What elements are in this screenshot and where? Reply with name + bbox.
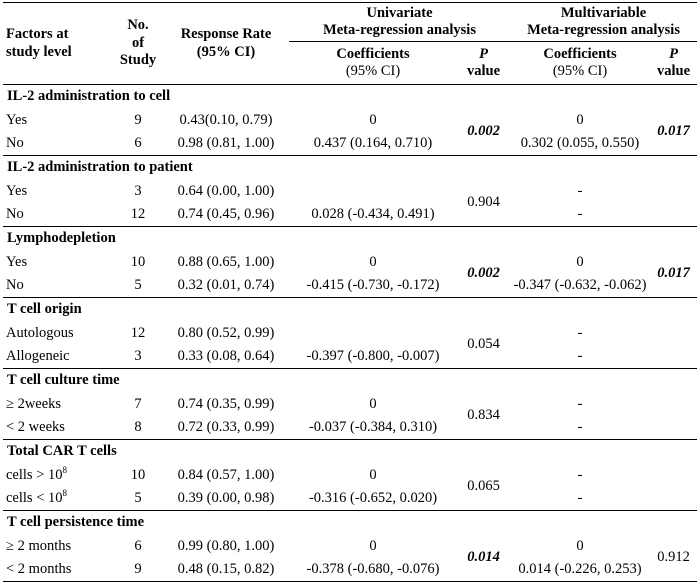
group-title: T cell persistence time (3, 511, 697, 536)
group-title: IL-2 administration to cell (3, 85, 697, 110)
cell-uni-coef: 0.437 (0.164, 0.710) (313, 134, 433, 151)
level-text: No (6, 205, 24, 222)
cell-uni-p: 0.002 (467, 265, 500, 282)
cell-n-studies: 6 (134, 537, 142, 554)
cell-uni-coef: 0 (369, 111, 377, 128)
header-response-rate (163, 3, 289, 85)
cell-n-studies: 12 (130, 324, 146, 341)
cell-uni-coef: 0 (369, 537, 377, 554)
cell-multi-coef: - (577, 395, 583, 412)
cell-n-studies: 12 (130, 205, 146, 222)
group-header-row (3, 511, 697, 536)
header-multi-coef-line-1: Coefficients (543, 45, 617, 62)
table-row (3, 416, 697, 440)
cell-uni-p: 0.904 (467, 194, 500, 211)
cell-uni-coef: -0.037 (-0.384, 0.310) (308, 418, 438, 435)
cell-n-studies: 9 (134, 111, 142, 128)
cell-multi-coef: - (577, 466, 583, 483)
cell-multi-coef: - (577, 324, 583, 341)
cell-multi-p (650, 322, 697, 369)
level-superscript: 8 (62, 487, 67, 498)
cell-response-rate: 0.80 (0.52, 0.99) (177, 324, 275, 341)
cell-n-studies: 5 (134, 276, 142, 293)
header-multi-p (650, 42, 697, 85)
level-superscript: 8 (62, 464, 67, 475)
cell-response-rate: 0.64 (0.00, 1.00) (177, 182, 275, 199)
header-no-line-2: of (131, 34, 145, 51)
header-uni-coef-line-1: Coefficients (336, 45, 410, 62)
level-text: Autologous (6, 324, 74, 341)
cell-n-studies: 5 (134, 489, 142, 506)
cell-n-studies: 8 (134, 418, 142, 435)
table-row (3, 535, 697, 558)
cell-level (3, 109, 113, 132)
header-multivariable (510, 3, 697, 42)
cell-level (3, 416, 113, 440)
header-uni-line-1: Univariate (366, 4, 433, 21)
cell-level (3, 132, 113, 156)
group-header-row (3, 298, 697, 323)
group-header-row (3, 156, 697, 181)
cell-response-rate: 0.72 (0.33, 0.99) (177, 418, 275, 435)
cell-uni-coef: -0.397 (-0.800, -0.007) (306, 347, 440, 364)
cell-level (3, 251, 113, 274)
cell-uni-coef: 0.028 (-0.434, 0.491) (311, 205, 435, 222)
cell-uni-coef (289, 180, 457, 203)
cell-multi-coef: 0 (576, 537, 584, 554)
cell-response-rate: 0.74 (0.45, 0.96) (177, 205, 275, 222)
group-title: Lymphodepletion (3, 227, 697, 252)
cell-uni-coef: -0.378 (-0.680, -0.076) (289, 558, 457, 582)
table-row (3, 464, 697, 487)
header-factors: Factors at study level (3, 3, 113, 85)
group-header-row (3, 369, 697, 394)
cell-response-rate: 0.43(0.10, 0.79) (179, 111, 273, 128)
table-row (3, 393, 697, 416)
header-multi-coef (510, 42, 650, 85)
header-univariate (289, 3, 510, 42)
cell-uni-p: 0.014 (457, 535, 510, 582)
cell-response-rate: 0.98 (0.81, 1.00) (177, 134, 275, 151)
cell-uni-p: 0.065 (467, 478, 500, 495)
level-text: < 2 months (6, 560, 72, 577)
header-uni-coef-line-2: (95% CI) (345, 63, 401, 79)
level-text: ≥ 2weeks (6, 395, 62, 412)
cell-response-rate: 0.74 (0.35, 0.99) (177, 395, 275, 412)
header-uni-line-2: Meta-regression analysis (323, 22, 476, 38)
level-text: No (6, 134, 24, 151)
cell-uni-p: 0.054 (467, 336, 500, 353)
cell-n-studies: 10 (130, 253, 146, 270)
header-no-of-study (113, 3, 163, 85)
cell-response-rate: 0.99 (0.80, 1.00) (177, 537, 275, 554)
table-row (3, 180, 697, 203)
cell-level (3, 274, 113, 298)
cell-response-rate: 0.48 (0.15, 0.82) (163, 558, 289, 582)
cell-multi-coef: - (577, 489, 583, 506)
table-row (3, 274, 697, 298)
table-row (3, 251, 697, 274)
cell-n-studies: 3 (134, 347, 142, 364)
table-row (3, 203, 697, 227)
cell-level (3, 393, 113, 416)
cell-multi-coef: 0 (576, 253, 584, 270)
level-text: ≥ 2 months (6, 537, 72, 554)
cell-multi-coef: - (577, 347, 583, 364)
cell-response-rate: 0.88 (0.65, 1.00) (177, 253, 275, 270)
header-multi-coef-line-2: (95% CI) (552, 63, 608, 79)
cell-n-studies: 6 (134, 134, 142, 151)
cell-multi-p: 0.017 (657, 265, 690, 282)
cell-level (3, 203, 113, 227)
cell-n-studies: 10 (130, 466, 146, 483)
cell-multi-p (650, 393, 697, 440)
header-uni-p-line-1: P (479, 45, 488, 62)
group-header-row (3, 85, 697, 110)
level-text: Allogeneic (6, 347, 70, 364)
cell-multi-coef: - (577, 182, 583, 199)
group-title: T cell culture time (3, 369, 697, 394)
level-text: cells < 10 (6, 489, 63, 506)
header-rr-line-2: (95% CI) (196, 43, 256, 60)
cell-uni-coef: 0 (369, 395, 377, 412)
header-row-1 (3, 3, 697, 42)
cell-uni-coef (289, 322, 457, 345)
cell-response-rate: 0.84 (0.57, 1.00) (177, 466, 275, 483)
cell-multi-coef: -0.347 (-0.632, -0.062) (513, 276, 647, 293)
level-text: Yes (6, 111, 28, 128)
cell-uni-p: 0.834 (467, 407, 500, 424)
table-row (3, 132, 697, 156)
header-no-line-3: Study (119, 52, 157, 69)
cell-uni-coef: -0.316 (-0.652, 0.020) (308, 489, 438, 506)
cell-multi-p: 0.912 (650, 535, 697, 582)
cell-uni-coef: -0.415 (-0.730, -0.172) (306, 276, 440, 293)
header-uni-p-line-2: value (466, 63, 501, 79)
header-multi-p-line-1: P (669, 45, 678, 62)
cell-n-studies: 7 (134, 395, 142, 412)
level-text: No (6, 276, 24, 293)
cell-level (3, 345, 113, 369)
cell-multi-coef: - (577, 418, 583, 435)
group-title: T cell origin (3, 298, 697, 323)
cell-level (3, 487, 113, 511)
group-header-row (3, 227, 697, 252)
cell-level (3, 322, 113, 345)
header-rr-line-1: Response Rate (180, 26, 272, 43)
cell-level (3, 535, 113, 558)
cell-level (3, 180, 113, 203)
group-title: IL-2 administration to patient (3, 156, 697, 181)
cell-multi-coef: 0.302 (0.055, 0.550) (520, 134, 640, 151)
cell-response-rate: 0.33 (0.08, 0.64) (177, 347, 275, 364)
header-uni-p (457, 42, 510, 85)
cell-uni-coef: 0 (369, 466, 377, 483)
header-uni-coef (289, 42, 457, 85)
level-text: Yes (6, 253, 28, 270)
cell-n-studies: 9 (113, 558, 163, 582)
cell-uni-p: 0.002 (467, 123, 500, 140)
table-row (3, 322, 697, 345)
header-no-line-1: No. (127, 17, 149, 34)
cell-multi-coef: 0 (576, 111, 584, 128)
cell-multi-p (650, 180, 697, 227)
cell-response-rate: 0.32 (0.01, 0.74) (177, 276, 275, 293)
table-row (3, 109, 697, 132)
header-multi-line-1: Multivariable (560, 4, 647, 21)
cell-level (3, 464, 113, 487)
table-row (3, 558, 697, 582)
level-text: cells > 10 (6, 466, 63, 483)
cell-multi-p: 0.017 (657, 123, 690, 140)
cell-response-rate: 0.39 (0.00, 0.98) (177, 489, 275, 506)
header-multi-p-line-2: value (657, 63, 691, 79)
cell-level (3, 558, 113, 582)
table-row (3, 345, 697, 369)
cell-multi-coef: - (577, 205, 583, 222)
cell-n-studies: 3 (134, 182, 142, 199)
table-row (3, 487, 697, 511)
cell-multi-coef: 0.014 (-0.226, 0.253) (510, 558, 650, 582)
group-title: Total CAR T cells (3, 440, 697, 465)
cell-multi-p (650, 464, 697, 511)
cell-uni-coef: 0 (369, 253, 377, 270)
header-multi-line-2: Meta-regression analysis (527, 22, 680, 38)
level-text: < 2 weeks (6, 418, 65, 435)
group-header-row (3, 440, 697, 465)
level-text: Yes (6, 182, 28, 199)
meta-regression-table (3, 2, 697, 582)
